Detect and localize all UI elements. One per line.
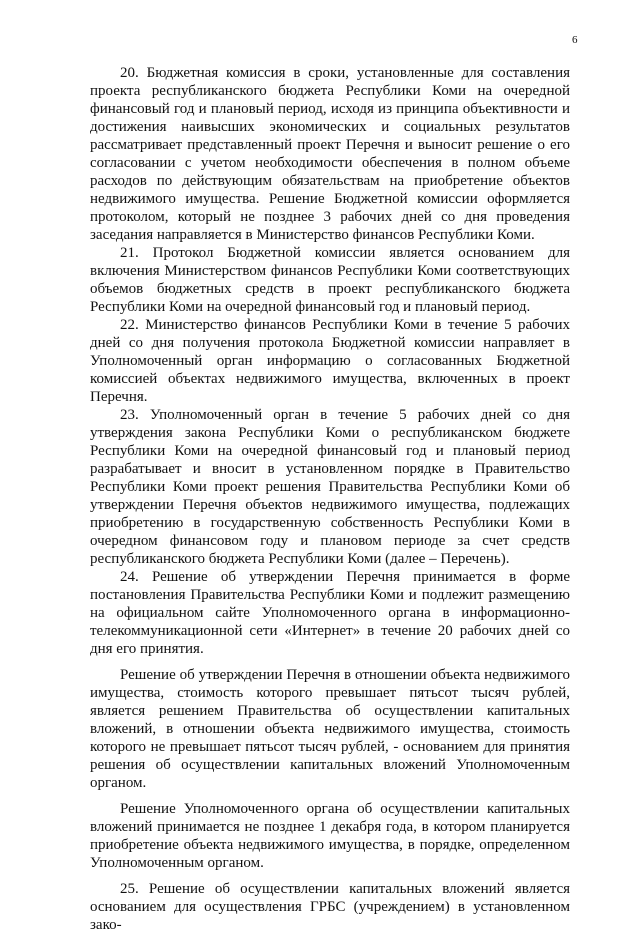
paragraph-20: 20. Бюджетная комиссия в сроки, установленные для составления проекта республиканского бюджета Республики Коми на очередной финансовый год и плановый период, исходя из принципа объективности и достижения наивысших экономических и социальных результатов рассматривает представленный проект Перечня и выносит решение о его согласовании с учетом необходимости обеспечения в полном объеме расходов по действующим обязательствам на приобретение объектов недвижимого имущества. Решение Бюджетной комиссии оформляется протоколом, который не позднее 3 рабочих дней со дня проведения заседания направляется в Министерство финансов Республики Коми. (90, 65, 570, 243)
paragraph-22: 22. Министерство финансов Республики Коми в течение 5 рабочих дней со дня получения протокола Бюджетной комиссии направляет в Уполномоченный орган информацию о согласованных Бюджетной комиссией объектах недвижимого имущества, включенных в проект Перечня. (90, 317, 570, 405)
paragraph-24-authority-decision: Решение Уполномоченного органа об осуществлении капитальных вложений принимается не позднее 1 декабря года, в котором планируется приобретение объекта недвижимого имущества, в порядке, определенном Уполномоченным органом. (90, 801, 570, 871)
page-number: 6 (572, 34, 578, 46)
paragraph-24: 24. Решение об утверждении Перечня принимается в форме постановления Правительства Республики Коми и подлежит размещению на официальном сайте Уполномоченного органа в информационно-телекоммуникационной сети «Интернет» в течение 20 рабочих дней со дня его принятия. (90, 569, 570, 657)
paragraph-24-government-decision: Решение об утверждении Перечня в отношении объекта недвижимого имущества, стоимость которого превышает пятьсот тысяч рублей, является решением Правительства об осуществлении капитальных вложений, в отношении объекта недвижимого имущества, стоимость которого не превышает пятьсот тысяч рублей, - основанием для принятия решения об осуществлении капитальных вложений Уполномоченным органом. (90, 667, 570, 791)
paragraph-25: 25. Решение об осуществлении капитальных вложений является основанием для осуществления ГРБС (учреждением) в установленном зако- (90, 881, 570, 933)
paragraph-23: 23. Уполномоченный орган в течение 5 рабочих дней со дня утверждения закона Республики Коми о республиканском бюджете Республики Коми на очередной финансовый год и плановый период разрабатывает и вносит в установленном порядке в Правительство Республики Коми проект решения Правительства Республики Коми об утверждении Перечня объектов недвижимого имущества, подлежащих приобретению в государственную собственность Республики Коми в очередном финансовом году и плановом периоде за счет средств республиканского бюджета Республики Коми (далее – Перечень). (90, 407, 570, 567)
document-body (90, 64, 570, 934)
paragraph-21: 21. Протокол Бюджетной комиссии является основанием для включения Министерством финансов Республики Коми соответствующих объемов бюджетных средств в проект республиканского бюджета Республики Коми на очередной финансовый год и плановый период. (90, 245, 570, 315)
